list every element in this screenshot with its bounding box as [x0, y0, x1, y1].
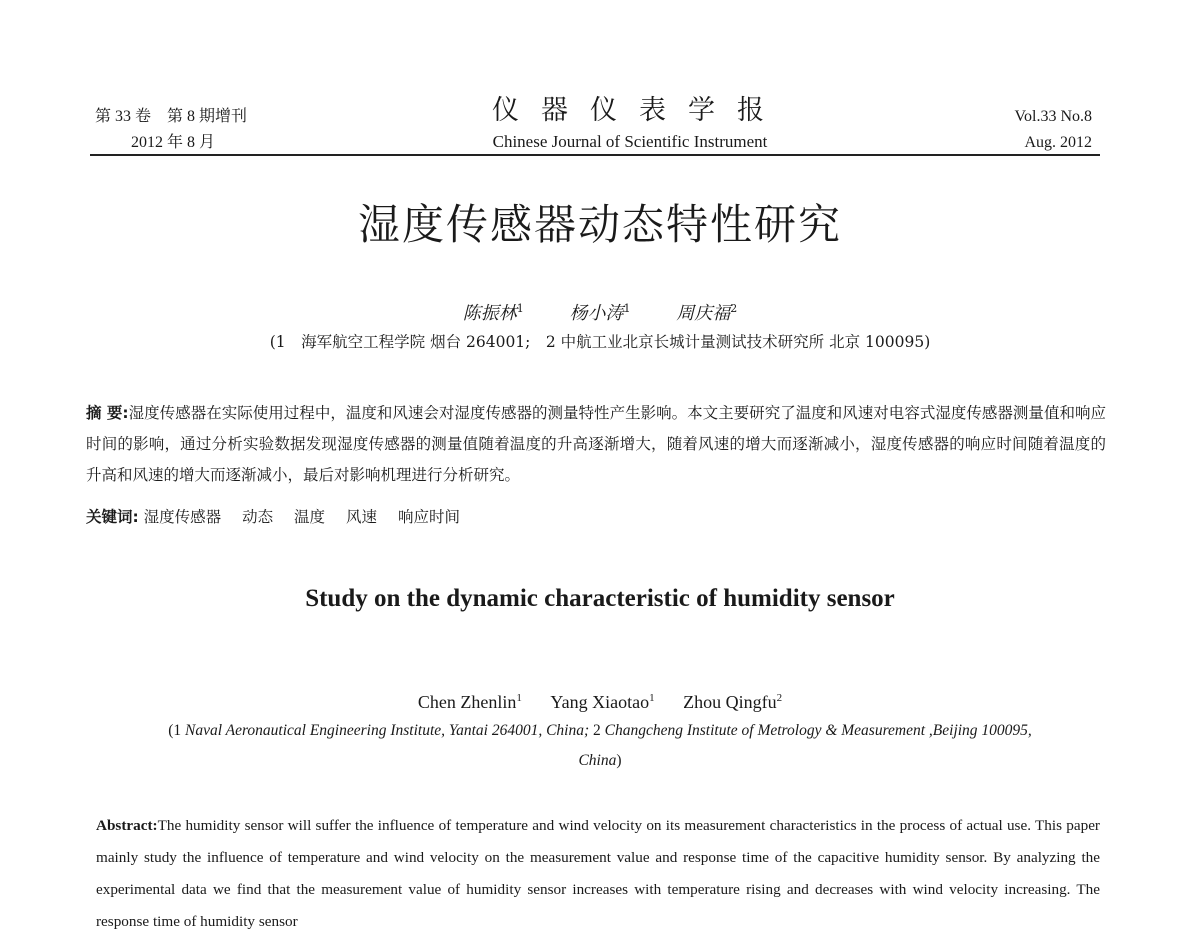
author-en: Chen Zhenlin$^1$: [417, 692, 522, 712]
paper-title-cn: 湿度传感器动态特性研究: [357, 200, 842, 249]
abstract-en-label: Abstract:: [96, 817, 158, 834]
abstract-cn-label: 摘 要:: [86, 404, 129, 422]
authors-cn: [0, 296, 1200, 327]
abstract-en-text: The humidity sensor will suffer the influence of temperature and wind velocity on its measurement characteristics in the process of actual use. This paper mainly study the influence of temperature and wind velocity on the measurement value and response time of the capacitive humidity sensor. By analyzing the experimental data we find that the measurement value of humidity sensor increases with temperature rising and decreases with wind velocity increasing. The response time of humidity sensor: [96, 817, 1100, 930]
abstract-cn: [86, 398, 1106, 491]
header-rule: [90, 154, 1100, 156]
header-left: [95, 104, 247, 156]
volume-issue-cn: 第 33 卷 第 8 期增刊: [95, 108, 248, 125]
affiliation-en-1: Naval Aeronautical Engineering Institute, Yantai 264001, China;: [184, 722, 590, 739]
journal-name-cn: 仪器仪表学报: [492, 95, 786, 125]
keyword: 风速: [346, 508, 378, 526]
affiliation-en: (1 Naval Aeronautical Engineering Institute, Yantai 264001, China; 2 Changcheng Institute of Metrology & Measurement ,Beijing 100095, China): [168, 722, 1032, 769]
date-en: Aug. 2012: [1024, 134, 1092, 151]
keyword: 温度: [294, 508, 326, 526]
abstract-en: [96, 810, 1100, 938]
abstract-cn-text: 湿度传感器在实际使用过程中，温度和风速会对湿度传感器的测量特性产生影响。本文主要研究了温度和风速对电容式湿度传感器测量值和响应时间的影响，通过分析实验数据发现湿度传感器的测量值随着温度的升高逐渐增大，随着风速的增大而逐渐减小，湿度传感器的响应时间随着温度的升高和风速的增大而逐渐减小，最后对影响机理进行分析研究。: [86, 404, 1106, 484]
keyword: 响应时间: [397, 508, 460, 526]
author-cn: 周庆福$^2$: [676, 302, 738, 324]
author-cn: 杨小涛$^1$: [569, 302, 631, 324]
authors-en: [0, 685, 1200, 715]
keywords-cn-label: 关键词:: [86, 508, 139, 526]
affiliation-en-2: Changcheng Institute of Metrology & Measurement ,Beijing 100095, China: [578, 722, 1032, 769]
author-cn: 陈振林$^1$: [462, 302, 524, 324]
date-cn: 2012 年 8 月: [131, 134, 216, 151]
header-right: [1015, 104, 1093, 156]
journal-name: [420, 92, 840, 154]
keywords-cn: [86, 503, 1106, 531]
paper-title-en: Study on the dynamic characteristic of humidity sensor: [305, 585, 895, 612]
author-en: Zhou Qingfu$^2$: [683, 692, 783, 712]
author-en: Yang Xiaotao$^1$: [550, 692, 655, 712]
journal-name-en: Chinese Journal of Scientific Instrument: [492, 132, 768, 151]
keyword: 动态: [242, 508, 274, 526]
keyword: 湿度传感器: [143, 508, 222, 526]
volume-issue-en: Vol.33 No.8: [1014, 108, 1092, 125]
affiliation-cn: (1 海军航空工程学院 烟台 264001; 2 中航工业北京长城计量测试技术研究所 北京 100095): [269, 333, 931, 351]
